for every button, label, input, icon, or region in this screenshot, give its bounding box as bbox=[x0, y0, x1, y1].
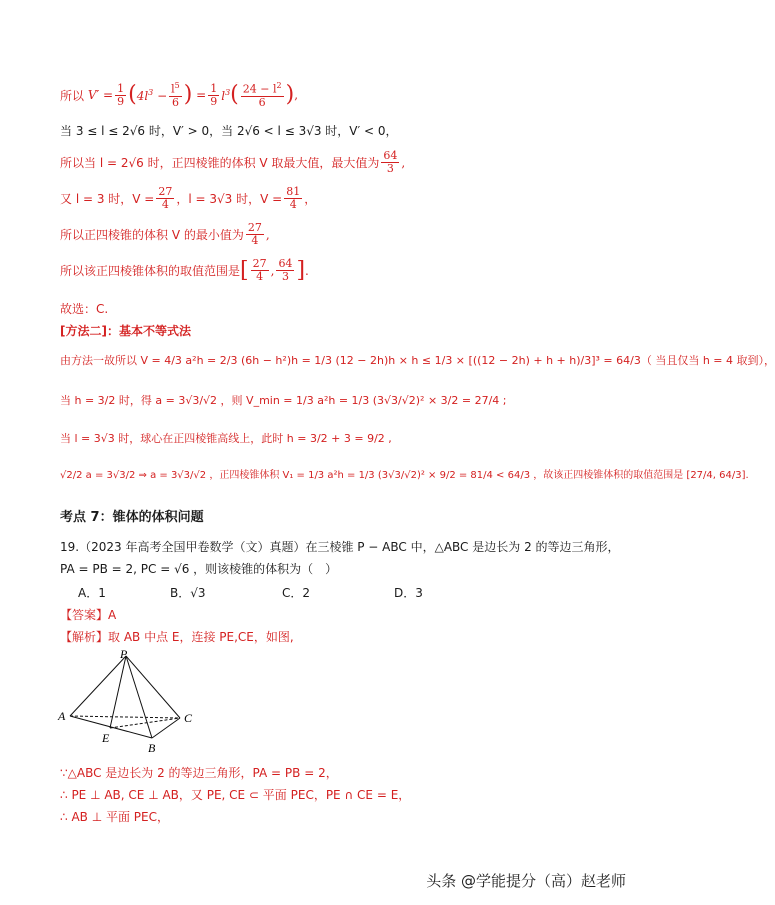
line5-den: 4 bbox=[251, 234, 259, 248]
label-c: C bbox=[184, 711, 193, 725]
section-title-text: 考点 7：锥体的体积问题 bbox=[60, 510, 204, 525]
edge-pb bbox=[126, 656, 152, 738]
edge-ab bbox=[70, 716, 152, 738]
option-d-label: D．3 bbox=[394, 586, 423, 600]
proof-line-3 bbox=[60, 808, 169, 825]
label-e: E bbox=[102, 731, 110, 745]
option-d bbox=[394, 584, 423, 601]
proof-line-2 bbox=[60, 786, 410, 803]
watermark bbox=[426, 870, 626, 891]
label-p: P bbox=[120, 647, 128, 661]
line4-t3: ， bbox=[304, 192, 317, 207]
line6-a: 27 bbox=[252, 257, 267, 270]
option-a bbox=[78, 584, 106, 601]
line9-text: 由方法一故所以 V = 4/3 a²h = 2/3 (6h − h²)h = 1/3 (12 − 2h)h × h ≤ 1/3 × [((12 − 2h) + h + h)/3]³ = 64/3（ 当且仅当 h = 4 取到）， bbox=[60, 354, 775, 367]
question-text-1: 19.（2023 年高考全国甲卷数学（文）真题）在三棱锥 P − ABC 中，△ABC 是边长为 2 的等边三角形， bbox=[60, 540, 620, 554]
question-text-2: PA = PB = 2, PC = √6 ，则该棱锥的体积为（ ） bbox=[60, 562, 338, 576]
formula-line-6: 所以该正四棱锥体积的取值范围是 [ $\frac{27}{4}$ , $\frac{64}{3}$ ] . bbox=[60, 257, 309, 284]
formula-line-7 bbox=[60, 300, 108, 317]
line4-n1: 27 bbox=[158, 185, 173, 198]
formula-line-10 bbox=[60, 392, 507, 408]
analysis-text: 取 AB 中点 E，连接 PE,CE，如图, bbox=[108, 630, 294, 644]
line4-d2: 4 bbox=[289, 198, 297, 212]
line4-t1: 又 l = 3 时，V = bbox=[60, 192, 155, 207]
formula-line-11 bbox=[60, 430, 392, 446]
line11-text: 当 l = 3√3 时，球心在正四棱锥高线上，此时 h = 3/2 + 3 = 9/2 , bbox=[60, 432, 392, 445]
edge-pa bbox=[70, 656, 126, 716]
method-two-label: [方法二]：基本不等式法 bbox=[60, 324, 191, 338]
line5-tail: , bbox=[265, 227, 270, 242]
label-b: B bbox=[148, 741, 156, 755]
line4-n2: 81 bbox=[286, 185, 301, 198]
pyramid-figure bbox=[56, 648, 206, 758]
analysis-line bbox=[60, 628, 294, 645]
answer-line bbox=[60, 606, 116, 623]
formula-line-9 bbox=[60, 352, 775, 368]
line6-tail: . bbox=[305, 263, 309, 278]
line3-tail: , bbox=[401, 155, 406, 170]
option-a-label: A．1 bbox=[78, 586, 106, 600]
option-c-label: C．2 bbox=[282, 586, 311, 600]
proof-text-3: ∴ AB ⊥ 平面 PEC， bbox=[60, 810, 169, 824]
line6-bd: 3 bbox=[281, 270, 289, 284]
section-title bbox=[60, 506, 204, 525]
formula-line-12 bbox=[60, 466, 749, 481]
line6-b: 64 bbox=[278, 257, 293, 270]
proof-text-2: ∴ PE ⊥ AB, CE ⊥ AB，又 PE, CE ⊂ 平面 PEC，PE ∩ CE = E， bbox=[60, 788, 411, 802]
line4-t2: ，l = 3√3 时，V = bbox=[176, 192, 283, 207]
analysis-label: 【解析】 bbox=[60, 630, 109, 644]
line5-num: 27 bbox=[247, 221, 262, 234]
line5-text: 所以正四棱锥的体积 V 的最小值为 bbox=[60, 228, 244, 243]
proof-line-1 bbox=[60, 764, 338, 781]
line6-text: 所以该正四棱锥体积的取值范围是 bbox=[60, 264, 241, 279]
formula-line-3 bbox=[60, 150, 405, 175]
formula-line-1: 所以 V′ = $\frac{1}{9}$ ( $4l^3$ − $\frac{l^5}{6}$ ) = $\frac{1}{9}$ $l^3$ ( $\frac{24 - l^2}{6}$ ) , bbox=[60, 81, 299, 109]
question-line-1 bbox=[60, 538, 620, 555]
option-b-label: B．√3 bbox=[170, 586, 206, 600]
edge-ac-dashed bbox=[70, 716, 180, 718]
formula-line-2 bbox=[60, 122, 398, 139]
line2-text: 当 3 ≤ l ≤ 2√6 时，V′ > 0，当 2√6 < l ≤ 3√3 时，V′ < 0， bbox=[60, 124, 398, 138]
line10-text: 当 h = 3/2 时，得 a = 3√3/√2 ，则 V_min = 1/3 a²h = 1/3 (3√3/√2)² × 3/2 = 27/4 ; bbox=[60, 394, 507, 407]
line4-d1: 4 bbox=[161, 198, 169, 212]
option-c bbox=[282, 584, 310, 601]
question-line-2 bbox=[60, 560, 337, 577]
edge-ec-dashed bbox=[110, 718, 180, 728]
formula-line-5 bbox=[60, 222, 270, 247]
line3-text: 所以当 l = 2√6 时，正四棱锥的体积 V 取最大值，最大值为 bbox=[60, 156, 380, 171]
line3-den: 3 bbox=[386, 162, 394, 176]
method-two-heading bbox=[60, 322, 191, 339]
line1-prefix: 所以 bbox=[60, 88, 85, 103]
answer-label: 【答案】A bbox=[60, 608, 117, 622]
formula-line-4 bbox=[60, 186, 316, 211]
line7-text: 故选：C. bbox=[60, 302, 109, 316]
edge-pc bbox=[126, 656, 180, 718]
proof-text-1: ∵△ABC 是边长为 2 的等边三角形，PA = PB = 2， bbox=[60, 766, 338, 780]
line6-ad: 4 bbox=[256, 270, 264, 284]
line12-text: √2/2 a = 3√3/2 ⇒ a = 3√3/√2 ，正四棱锥体积 V₁ = 1/3 a²h = 1/3 (3√3/√2)² × 9/2 = 81/4 < 64/3 ，故该正四棱锥体积的取值范围是 [27/4, 64/3]. bbox=[60, 470, 749, 481]
line3-num: 64 bbox=[383, 149, 398, 162]
option-b bbox=[170, 584, 206, 601]
label-a: A bbox=[58, 709, 66, 723]
watermark-text: 头条 @学能提分（高）赵老师 bbox=[426, 872, 626, 890]
